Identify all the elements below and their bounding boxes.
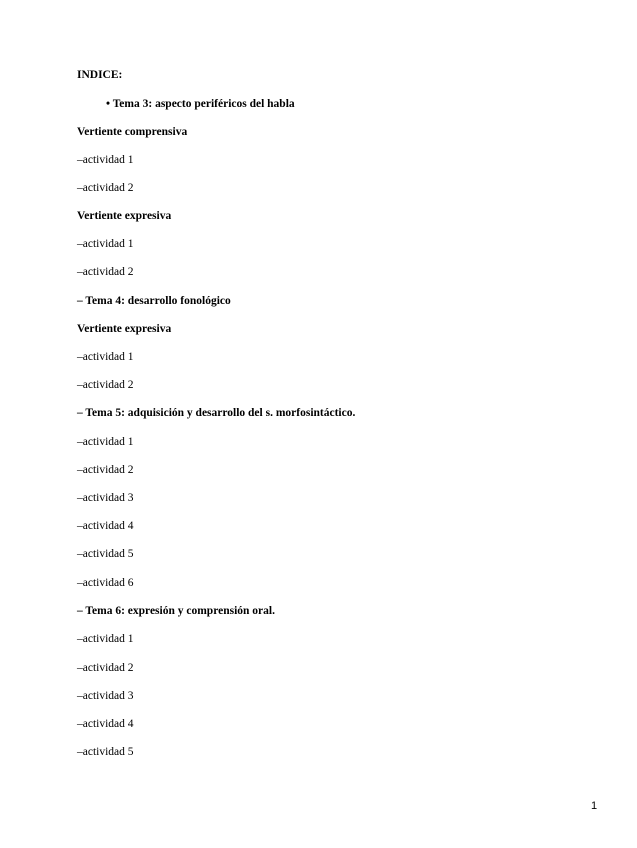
- activity-item: –actividad 2: [77, 379, 134, 391]
- activity-item: –actividad 3: [77, 690, 134, 702]
- bullet-topic-tema-3: • Tema 3: aspecto periféricos del habla: [106, 98, 295, 110]
- page-number: 1: [591, 800, 598, 812]
- activity-item: –actividad 6: [77, 577, 134, 589]
- activity-item: –actividad 5: [77, 548, 134, 560]
- topic-heading-tema-4: – Tema 4: desarrollo fonológico: [77, 295, 231, 307]
- activity-item: –actividad 1: [77, 238, 134, 250]
- activity-item: –actividad 4: [77, 718, 134, 730]
- topic-heading-tema-6: – Tema 6: expresión y comprensión oral.: [77, 605, 275, 617]
- activity-item: –actividad 1: [77, 436, 134, 448]
- section-heading: Vertiente expresiva: [77, 323, 172, 335]
- activity-item: –actividad 4: [77, 520, 134, 532]
- activity-item: –actividad 2: [77, 182, 134, 194]
- activity-item: –actividad 5: [77, 746, 134, 758]
- activity-item: –actividad 2: [77, 464, 134, 476]
- activity-item: –actividad 1: [77, 351, 134, 363]
- activity-item: –actividad 3: [77, 492, 134, 504]
- activity-item: –actividad 1: [77, 633, 134, 645]
- topic-heading-tema-5: – Tema 5: adquisición y desarrollo del s. morfosintáctico.: [77, 407, 356, 419]
- activity-item: –actividad 2: [77, 266, 134, 278]
- activity-item: –actividad 1: [77, 154, 134, 166]
- section-heading: Vertiente comprensiva: [77, 126, 188, 138]
- index-title: INDICE:: [77, 69, 123, 81]
- section-heading: Vertiente expresiva: [77, 210, 172, 222]
- activity-item: –actividad 2: [77, 662, 134, 674]
